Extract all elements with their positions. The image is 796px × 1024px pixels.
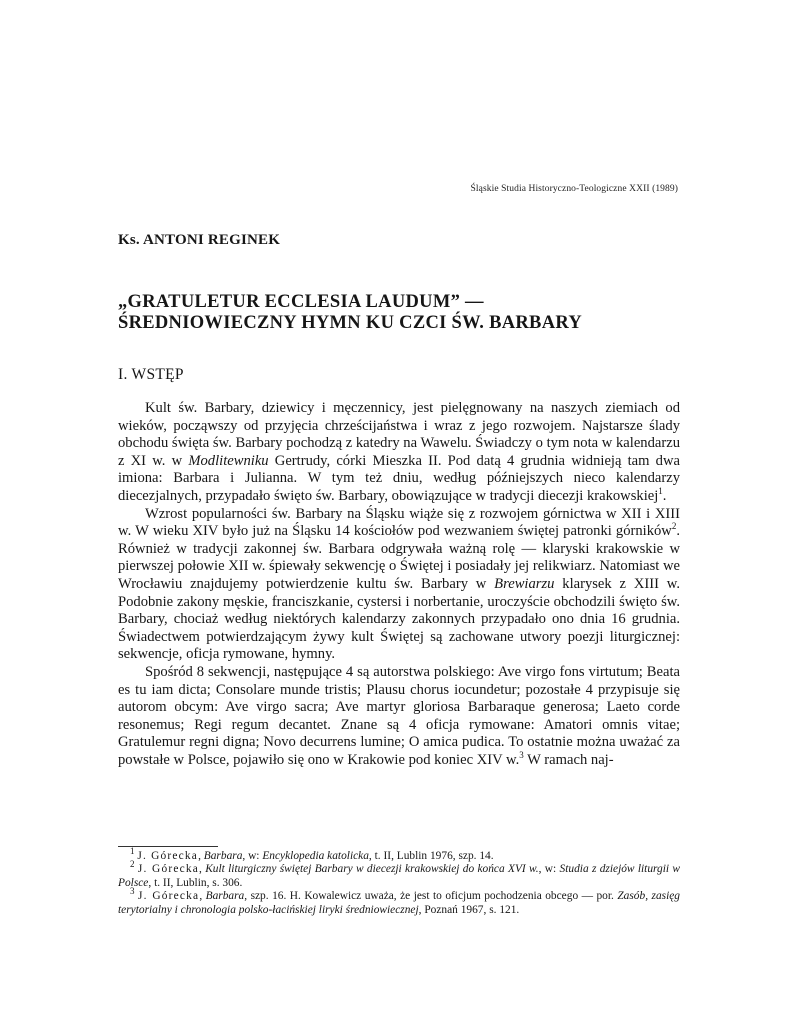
footnote-3 (118, 886, 680, 917)
footnote-ref-2: 2 (671, 521, 677, 532)
footnote-author: J. Górecka (137, 890, 200, 903)
title-line-2: ŚREDNIOWIECZNY HYMN KU CZCI ŚW. BARBARY (118, 313, 583, 333)
paragraph-3 (118, 664, 680, 770)
body-text (118, 400, 680, 769)
footnote-separator: , (198, 850, 204, 862)
paragraph-2-italic: Brewiarzu (494, 575, 555, 592)
paragraph-2 (118, 506, 680, 664)
footnote-author: J. Górecka (137, 850, 199, 862)
paragraph-2-text-3: klarysek z XIII w. Podobnie zakony męskie, franciszkanie, cystersi i norbertanie, uroczyście obchodzili święto św. Barbary, chociaż według niektórych kalendarzy zakonnych przypadało ono dnia 16 grudnia. Świadectwem potwierdzającym żywy kult Świętej są zachowane utwory poezji liturgicznej: sekwencje, oficja rymowane, hymny. (118, 575, 680, 663)
running-head: Śląskie Studia Historyczno-Teologiczne XXII (1989) (470, 184, 678, 194)
footnote-number: 3 (130, 886, 135, 897)
paragraph-1-end: . (662, 487, 667, 504)
paragraph-1 (118, 400, 680, 506)
paragraph-1-text: Kult św. Barbary, dziewicy i męczennicy, jest pielęgnowany na naszych ziemiach od wieków, począwszy od przyjęcia chrześcijaństwa i wraz z jego rozwojem. Najstarsze ślady obchodu święta św. Barbary pochodzą z katedry na Wawelu. Świadczy o tym nota w kalendarzu z XI w. w (118, 400, 680, 469)
section-heading: I. WSTĘP (118, 366, 184, 383)
footnote-1 (118, 846, 680, 863)
footnote-number: 1 (130, 846, 135, 857)
footnote-2 (118, 859, 680, 890)
footnote-ref-3: 3 (519, 750, 524, 761)
footnote-work-title: Barbara (203, 850, 243, 862)
footnotes (118, 846, 680, 917)
footnote-work-title: Barbara (205, 890, 245, 903)
paragraph-2-text: Wzrost popularności św. Barbary na Śląsku wiąże się z rozwojem górnictwa w XII i XIII w. W wieku XIV było już na Śląsku 14 kościołów pod wezwaniem świętej patronki górników (118, 505, 680, 540)
footnote-connector: , w: (242, 850, 263, 862)
paragraph-3-text-2: W ramach naj- (523, 751, 614, 768)
paragraph-2-text-2: . Również w tradycji zakonnej św. Barbara odgrywała ważną rolę — klaryski krakowskie w pierwszej połowie XII w. śpiewały sekwencję o Świętej i posiadały jej relikwiarz. Natomiast we Wrocławiu znajdujemy potwierdzenie kultu św. Barbary w (118, 523, 680, 592)
footnote-work-title: Kult liturgiczny świętej Barbary w diecezji krakowskiej do końca XVI w. (205, 863, 539, 876)
footnote-details: , t. II, Lublin 1976, szp. 14. (368, 850, 494, 862)
footnote-details: , Poznań 1967, s. 121. (418, 903, 520, 916)
footnote-connector: , szp. 16. H. Kowalewicz uważa, że jest to oficjum pochodzenia obcego — por. (244, 890, 618, 903)
article-title (118, 292, 582, 334)
footnote-separator: , (199, 863, 206, 876)
author-name: Ks. ANTONI REGINEK (118, 232, 281, 248)
footnote-separator: , (199, 890, 206, 903)
footnote-publication-title: Zasób, zasięg terytorialny i chronologia polsko-łacińskiej liryki średniowiecznej (118, 890, 680, 916)
footnote-publication-title: Studia z dziejów liturgii w Polsce (118, 863, 680, 889)
footnote-details: , t. II, Lublin, s. 306. (148, 876, 243, 889)
footnote-number: 2 (130, 859, 135, 870)
paragraph-3-text: Spośród 8 sekwencji, następujące 4 są autorstwa polskiego: Ave virgo fons virtutum; Beata es tu iam dicta; Consolare munde tristis; Plausu chorus iocundetur; pozostałe 4 przypisuje się autorom obcym: Ave virgo sacra; Ave martyr gloriosa Barbaraque generosa; Laeto corde resonemus; Regi regum decantet. Znane są 4 oficja rymowane: Amatori omnis vitae; Gratulemur regni digna; Novo decurrens lumine; O amica pudica. To ostatnie można uważać za powstałe w Polsce, pojawiło się ono w Krakowie pod koniec XIV w. (118, 663, 680, 768)
title-line-1: „GRATULETUR ECCLESIA LAUDUM” — (118, 292, 484, 312)
footnote-connector: , w: (538, 863, 560, 876)
footnote-ref-1: 1 (658, 486, 663, 497)
footnote-author: J. Górecka (137, 863, 200, 876)
paragraph-1-text-2: Gertrudy, córki Mieszka II. Pod datą 4 grudnia widnieją tam dwa imiona: Barbara i Julianna. W tym też dniu, według późniejszych nieco kalendarzy diecezjalnych, przypadało święto św. Barbary, obowiązujące w tradycji diecezji krakowskiej (118, 452, 680, 504)
footnote-publication-title: Encyklopedia katolicka (262, 850, 369, 862)
paragraph-1-italic: Modlitewniku (188, 452, 269, 469)
